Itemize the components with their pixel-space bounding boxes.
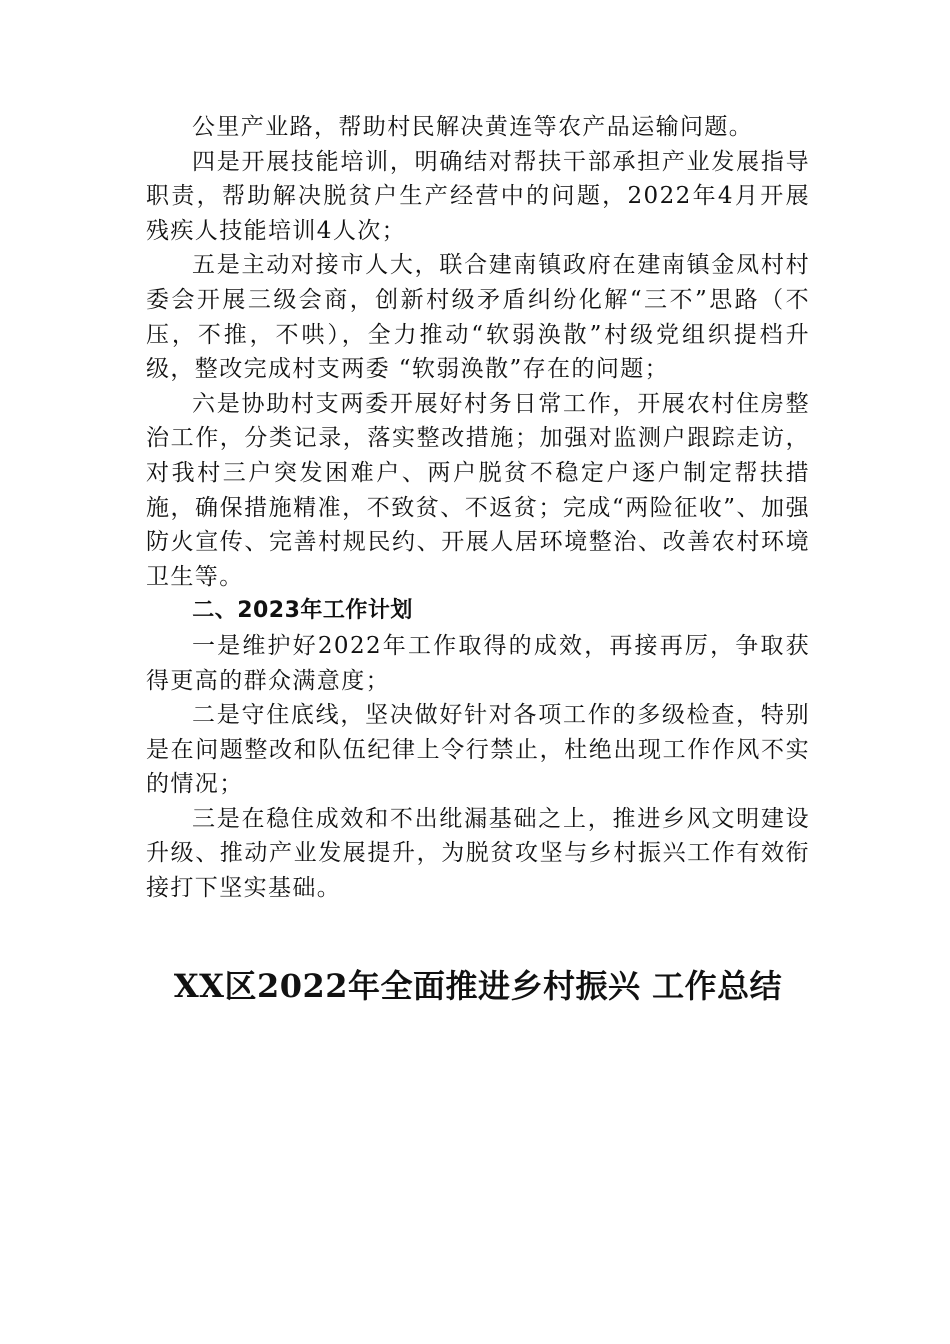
- paragraph-road: 公里产业路，帮助村民解决黄连等农产品运输问题。: [192, 114, 754, 140]
- paragraph-plan-two: 二是守住底线，坚决做好针对各项工作的多级检查，特别是在问题整改和队伍纪律上令行禁止，杜绝出现工作作风不实的情况；: [146, 702, 810, 798]
- section-heading-2023-plan: 二、2023年工作计划: [192, 598, 413, 624]
- document-body: [146, 110, 810, 906]
- paragraph-skills-training: 四是开展技能培训，明确结对帮扶干部承担产业发展指导职责，帮助解决脱贫户生产经营中的问题，2022年4月开展残疾人技能培训4人次；: [146, 148, 810, 244]
- paragraph-plan-one: 一是维护好2022年工作取得的成效，再接再厉，争取获得更高的群众满意度；: [146, 632, 810, 694]
- paragraph-village-affairs: 六是协助村支两委开展好村务日常工作，开展农村住房整治工作，分类记录，落实整改措施；加强对监测户跟踪走访，对我村三户突发困难户、两户脱贫不稳定户逐户制定帮扶措施，确保措施精准，不致贫、不返贫；完成“两险征收”、加强防火宣传、完善村规民约、开展人居环境整治、改善农村环境卫生等。: [146, 390, 810, 590]
- paragraph-consultation: 五是主动对接市人大，联合建南镇政府在建南镇金凤村村委会开展三级会商，创新村级矛盾纠纷化解“三不”思路（不压，不推，不哄），全力推动“软弱涣散”村级党组织提档升级，整改完成村支两委 “软弱涣散”存在的问题；: [146, 252, 810, 383]
- next-document-title: XX区2022年全面推进乡村振兴 工作总结: [173, 967, 783, 1005]
- paragraph-plan-three: 三是在稳住成效和不出纰漏基础之上，推进乡风文明建设升级、推动产业发展提升，为脱贫攻坚与乡村振兴工作有效衔接打下坚实基础。: [146, 805, 810, 902]
